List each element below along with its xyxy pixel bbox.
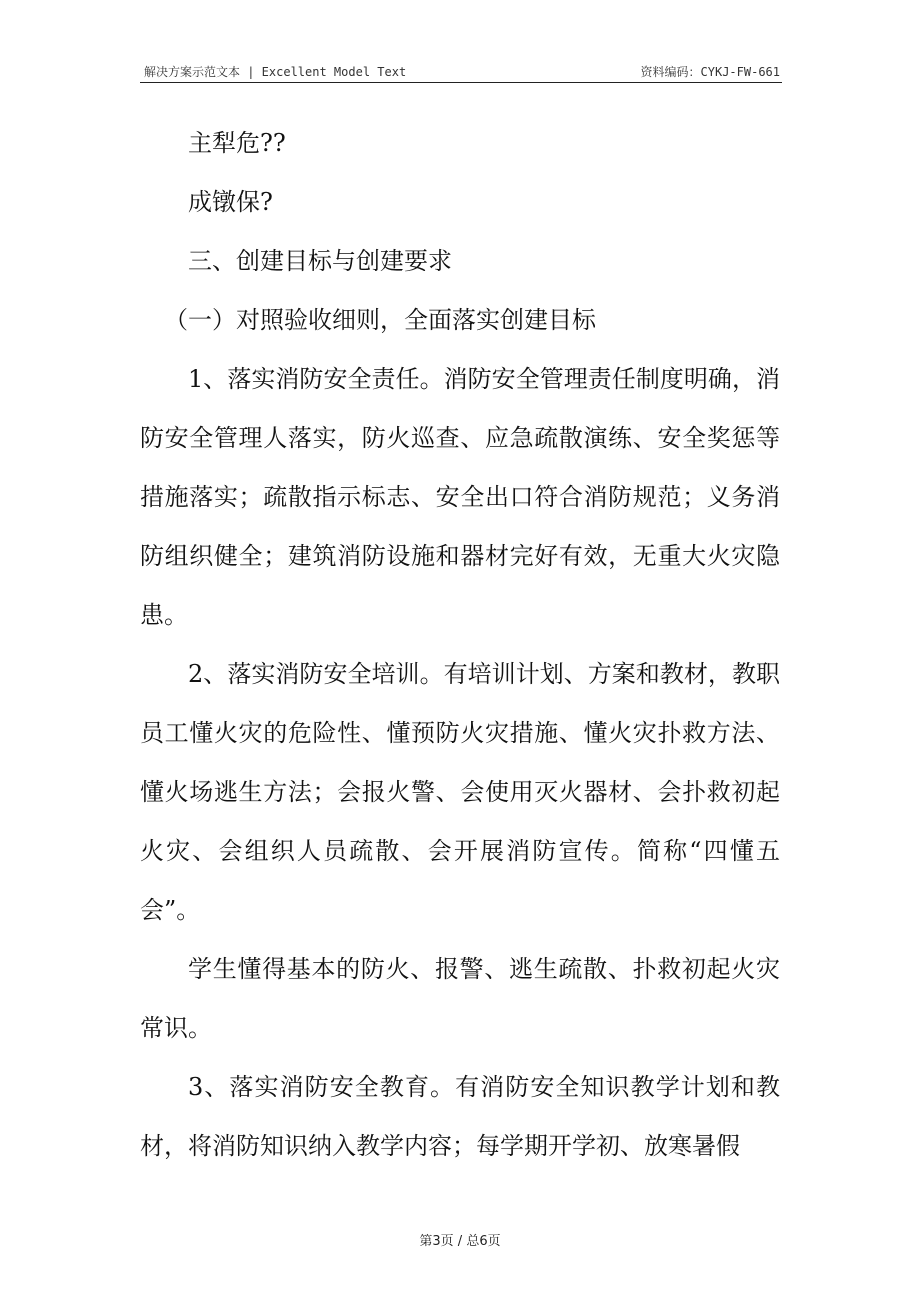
document-body: [140, 114, 780, 1176]
paragraph-responsibility: 1、落实消防安全责任。消防安全管理责任制度明确，消防安全管理人落实，防火巡查、应急疏散演练、安全奖惩等措施落实；疏散指示标志、安全出口符合消防规范；义务消防组织健全；建筑消防设施和器材完好有效，无重大火灾隐患。: [140, 365, 780, 629]
paragraph-education: 3、落实消防安全教育。有消防安全知识教学计划和教材，将消防知识纳入教学内容；每学期开学初、放寒暑假: [140, 1073, 780, 1160]
page-number: 第3页 / 总6页: [419, 1234, 501, 1249]
page-header: [140, 62, 782, 83]
paragraph-garbled-1: 主犁危??: [188, 129, 286, 157]
paragraph-training: 2、落实消防安全培训。有培训计划、方案和教材，教职员工懂火灾的危险性、懂预防火灾措施、懂火灾扑救方法、懂火场逃生方法；会报火警、会使用灭火器材、会扑救初起火灾、会组织人员疏散、会开展消防宣传。简称“四懂五会”。: [140, 660, 780, 924]
subsection-heading: （一）对照验收细则，全面落实创建目标: [164, 306, 596, 334]
paragraph-student-knowledge: 学生懂得基本的防火、报警、逃生疏散、扑救初起火灾常识。: [140, 955, 780, 1042]
document-code: 资料编码：CYKJ-FW-661: [640, 65, 780, 79]
header-title: 解决方案示范文本 | Excellent Model Text: [144, 65, 407, 79]
section-heading: 三、创建目标与创建要求: [188, 247, 452, 275]
paragraph-garbled-2: 成镦保?: [188, 188, 273, 216]
